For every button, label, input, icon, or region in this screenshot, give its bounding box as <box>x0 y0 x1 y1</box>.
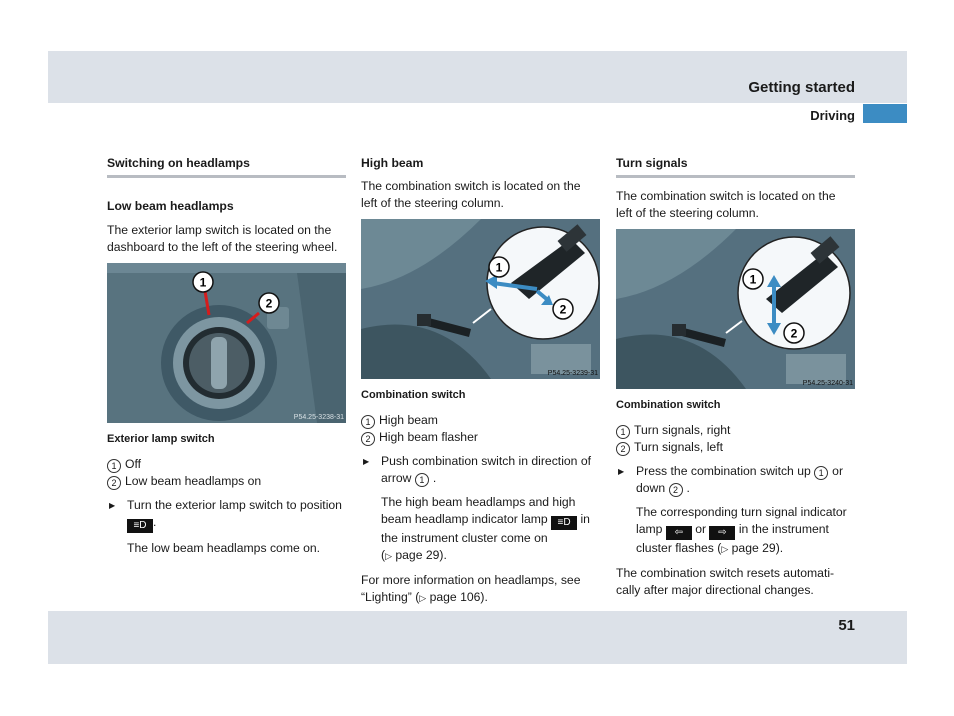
low-beam-lamp-icon: ≡D <box>127 519 153 533</box>
svg-text:2: 2 <box>265 296 273 311</box>
turn-signal-right-icon: ⇨ <box>709 526 735 540</box>
legend-item: 2 Turn signals, left <box>616 439 855 456</box>
legend-item: 2 Low beam headlamps on <box>107 473 346 490</box>
subheading: Low beam headlamps <box>107 199 234 213</box>
figure-code: P54.25-3238-31 <box>293 414 344 421</box>
intro-text: The combination switch is located on the left of the steering column. <box>361 179 581 210</box>
instruction-step: ▶ Turn the exterior lamp switch to position ≡D . <box>107 497 346 533</box>
svg-text:2: 2 <box>559 302 567 317</box>
result-text: The high beam headlamps and high beam headlamp indicator lamp ≡D in the instrument cluster come on (▷ page 29). <box>381 495 590 562</box>
column-turn-signals <box>616 155 855 606</box>
turn-signal-left-icon: ⇦ <box>666 526 692 540</box>
page-reference-link[interactable]: page 29). <box>395 548 447 562</box>
section-heading: Switching on headlamps <box>107 155 346 178</box>
figure-code: P54.25-3240-31 <box>802 380 853 387</box>
instruction-step: ▶ Push combination switch in direction of arrow 1 . <box>361 453 600 487</box>
combination-switch-turn-signals-figure <box>616 229 855 389</box>
figure-caption: Combination switch <box>616 399 721 411</box>
figure-code: P54.25-3239-31 <box>547 370 598 377</box>
legend-item: 1 Off <box>107 456 346 473</box>
svg-text:1: 1 <box>749 272 757 287</box>
exterior-lamp-switch-figure <box>107 263 346 423</box>
instruction-step: ▶ Press the combination switch up 1 or down 2 . <box>616 463 855 497</box>
figure-caption: Combination switch <box>361 389 466 401</box>
result-text: The corresponding turn signal indicator lamp ⇦ or ⇨ in the instrument cluster flashes (▷ page 29). <box>636 505 847 555</box>
chapter-title: Getting started <box>748 79 855 96</box>
more-info-text: For more information on headlamps, see “Lighting” (▷ page 106). <box>361 573 581 604</box>
figure-caption: Exterior lamp switch <box>107 433 215 445</box>
section-heading: Turn signals <box>616 155 855 178</box>
high-beam-lamp-icon: ≡D <box>551 516 577 530</box>
footer-band <box>48 611 907 664</box>
intro-text: The combination switch is located on the left of the steering column. <box>616 189 836 220</box>
section-title: Driving <box>810 108 855 123</box>
column-headlamps <box>107 155 346 564</box>
section-heading: High beam <box>361 156 424 170</box>
legend-item: 2 High beam flasher <box>361 429 600 446</box>
page-reference-triangle-icon: ▷ <box>385 551 392 561</box>
svg-text:2: 2 <box>790 326 798 341</box>
legend-item: 1 High beam <box>361 412 600 429</box>
closing-text: The combination switch resets automati-cally after major directional changes. <box>616 566 835 597</box>
intro-text: The exterior lamp switch is located on the dashboard to the left of the steering wheel. <box>107 223 338 254</box>
page-number: 51 <box>838 617 855 634</box>
combination-switch-high-beam-figure <box>361 219 600 379</box>
svg-text:1: 1 <box>495 260 503 275</box>
legend-item: 1 Turn signals, right <box>616 422 855 439</box>
result-text: The low beam headlamps come on. <box>127 541 321 555</box>
column-high-beam <box>361 155 600 614</box>
page-reference-link[interactable]: page 106). <box>429 590 488 604</box>
page-reference-link[interactable]: page 29). <box>731 541 784 555</box>
page-reference-triangle-icon: ▷ <box>721 544 729 554</box>
page-reference-triangle-icon: ▷ <box>419 593 427 603</box>
svg-text:1: 1 <box>199 275 207 290</box>
section-accent-tab <box>863 104 907 123</box>
